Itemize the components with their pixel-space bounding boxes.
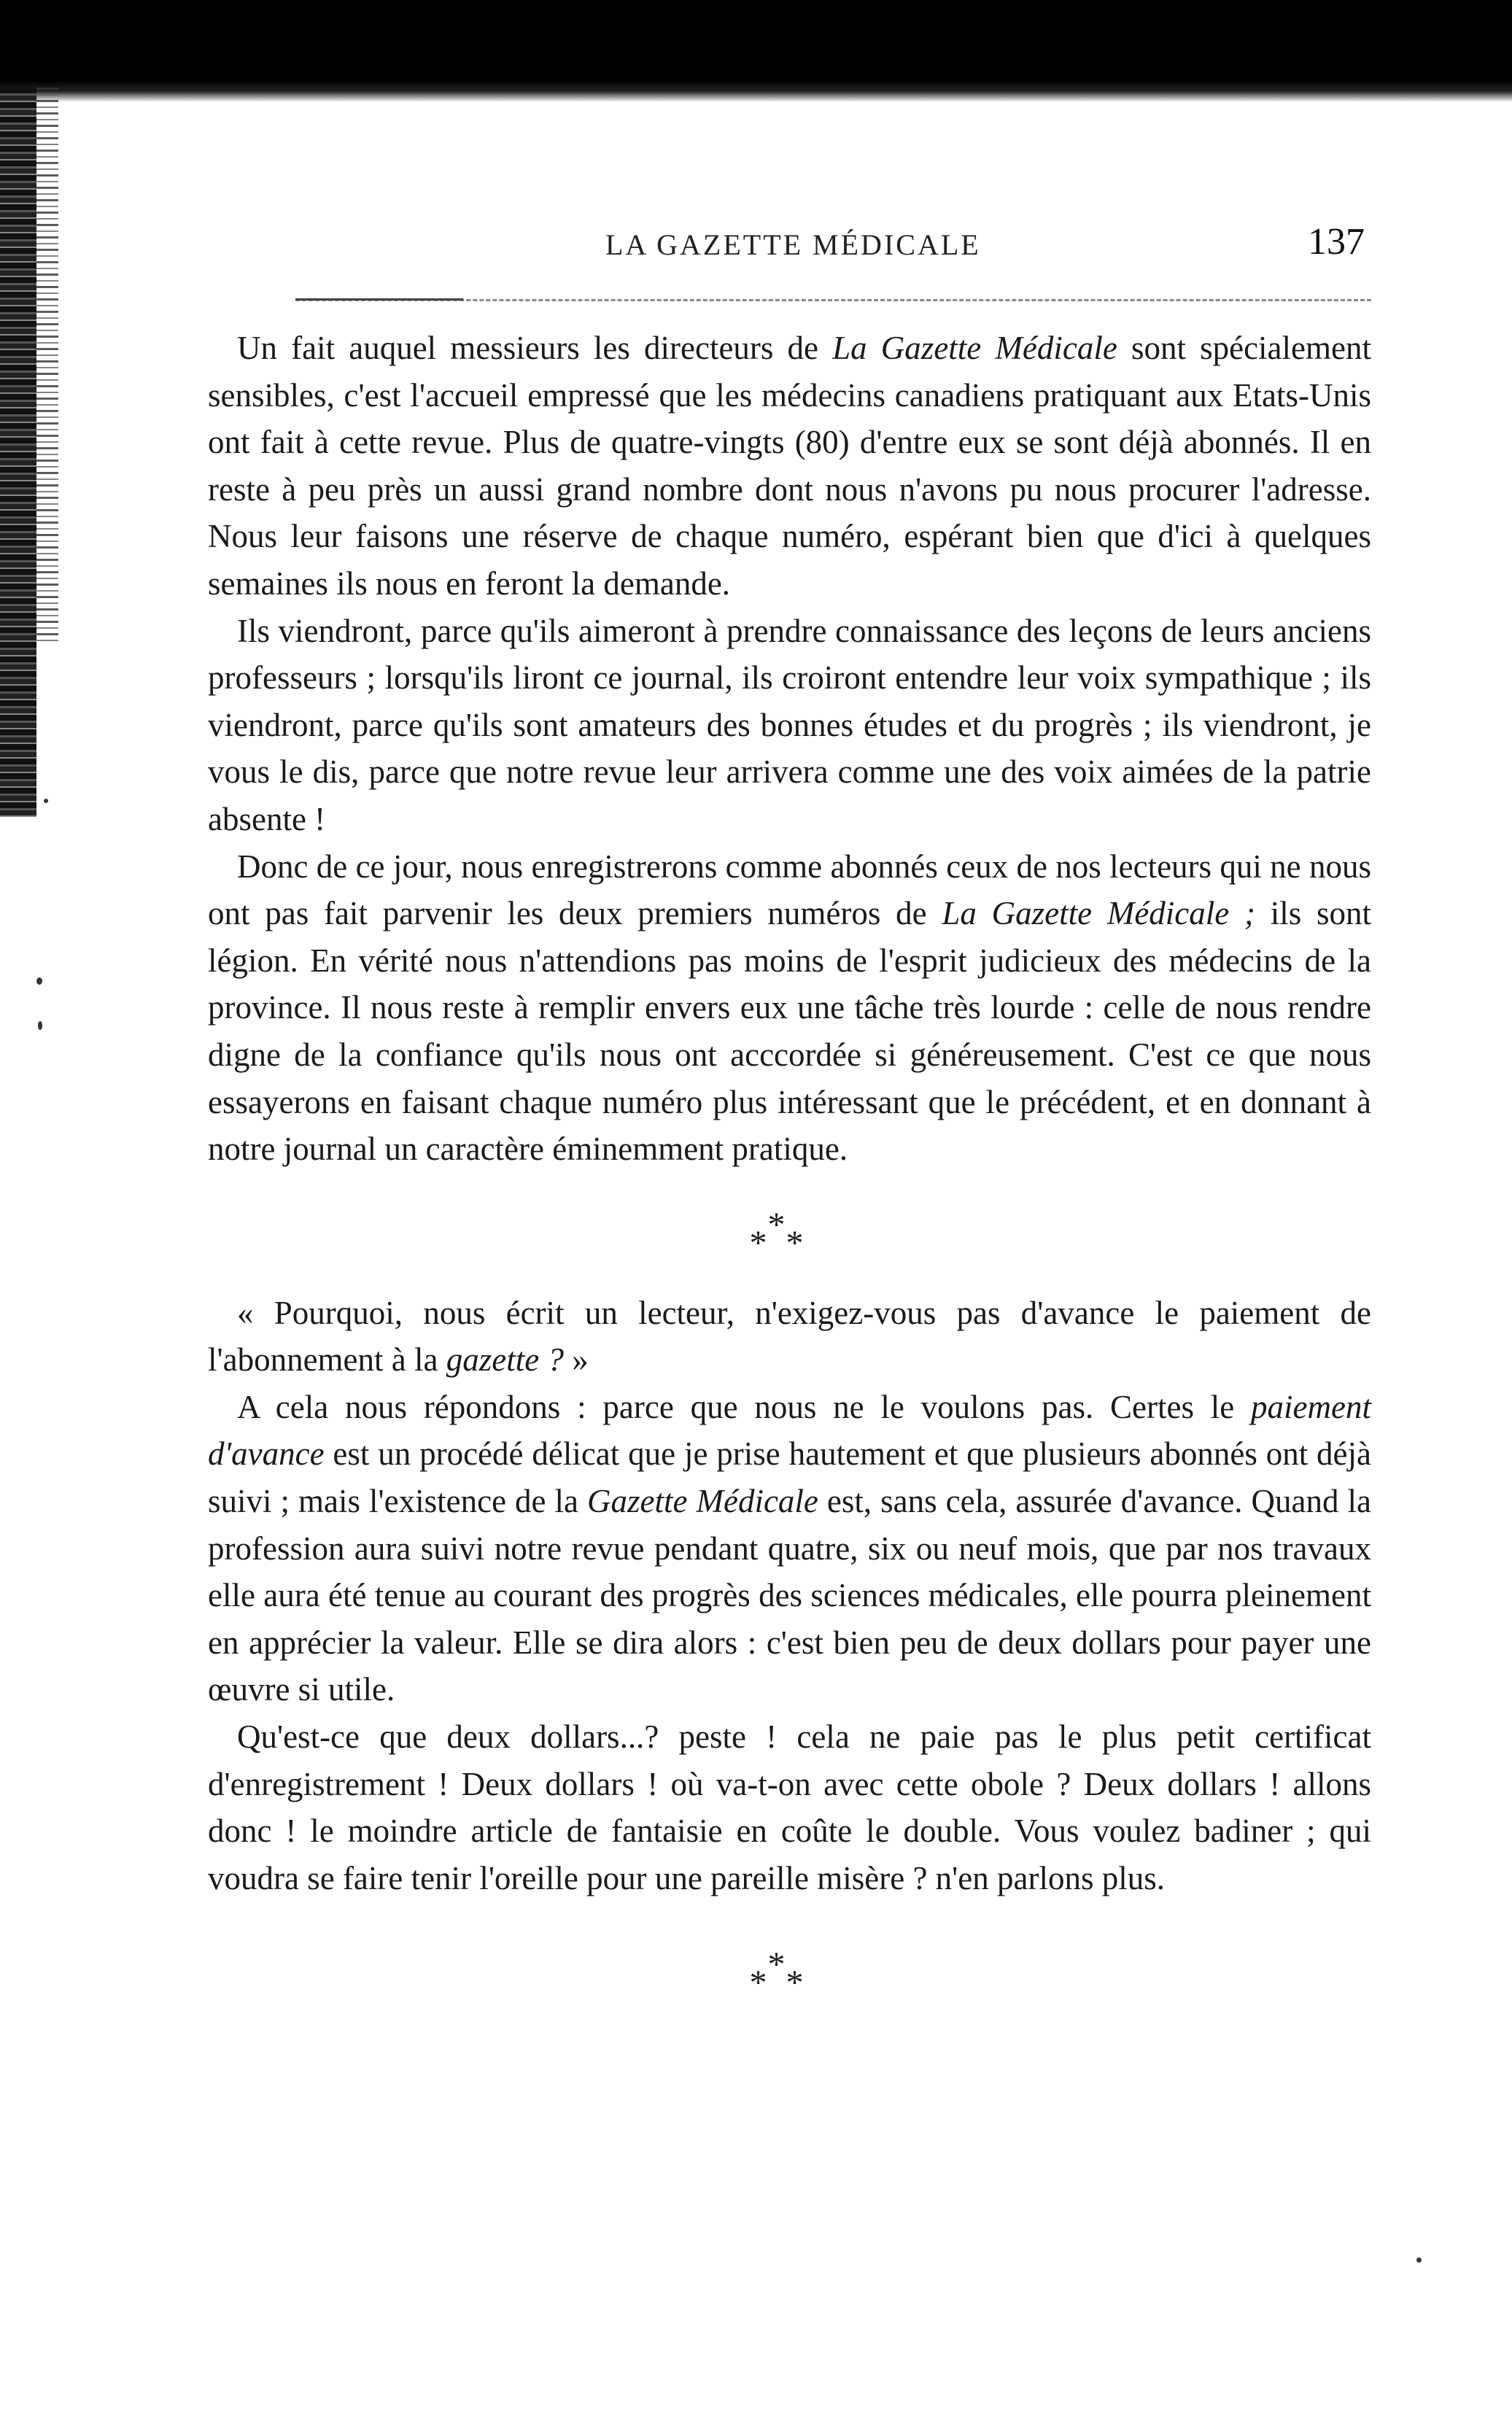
paragraph-they-will-come: Ils viendront, parce qu'ils aimeront à prendre connaissance des leçons de leurs anciens professeurs ; lorsqu'ils liront ce journal, ils croiront entendre leur voix sympathique ; ils viendront, parce qu'ils sont amateurs des bonnes études et du progrès ; ils viendront, je vous le dis, parce que notre revue leur arrivera comme une des voix aimées de la patrie absente ! [208, 612, 1371, 837]
asterism-star: * [767, 1945, 786, 1985]
text-run: Donc de ce jour, nous enregistrerons comme abonnés ceux de nos lecteurs qui ne nous ont pas fait parvenir les deux premiers numéros de [208, 848, 1371, 932]
running-head [0, 220, 1512, 264]
paragraph-registration [208, 843, 1371, 1173]
gazette-italic: gazette ? [446, 1341, 564, 1379]
header-rule-segment [295, 298, 463, 301]
paragraph-subscribers-usa [208, 325, 1371, 608]
asterism-star: * [767, 1205, 786, 1244]
section-asterism [208, 1173, 1371, 1290]
text-run: « Pourquoi, nous écrit un lecteur, n'exigez-vous pas d'avance le paiement de l'abonnement à la [208, 1294, 1371, 1379]
text-run: est un procédé délicat que je prise hautement et que plusieurs abonnés ont déjà suivi ; mais l'existence de la [208, 1435, 1371, 1520]
journal-title-italic: La Gazette Médicale ; [942, 895, 1255, 932]
text-run: » [563, 1341, 589, 1379]
running-title: LA GAZETTE MÉDICALE [605, 228, 981, 261]
section-asterism-end [208, 1902, 1371, 2003]
journal-title-italic: Gazette Médicale [587, 1483, 818, 1520]
asterism-star: * [786, 1223, 804, 1263]
asterism-star: * [749, 1964, 767, 2003]
asterism-star: * [749, 1223, 767, 1263]
asterism-star: * [786, 1964, 804, 2003]
paragraph-answer [208, 1384, 1371, 1713]
text-run: est, sans cela, assurée d'avance. Quand la profession aura suivi notre revue pendant quatre, six ou neuf mois, que par nos travaux elle aura été tenue au courant des progrès des sciences médicales, elle pourra pleinement en apprécier la valeur. Elle se dira alors : c'est bien peu de deux dollars pour payer une œuvre si utile. [208, 1483, 1372, 1708]
advance-payment-italic: paiement d'avance [208, 1388, 1371, 1473]
text-run: sont spécialement sensibles, c'est l'accueil empressé que les médecins canadiens pratiquant aux Etats-Unis ont fait à cette revue. Plus de quatre-vingts (80) d'entre eux se sont déjà abonnés. Il en reste à peu près un aussi grand nombre dont nous n'avons pu nous procurer l'adresse. Nous leur faisons une réserve de chaque numéro, espérant bien que d'ici à quelques semaines ils nous en feront la demande. [208, 330, 1371, 602]
page-number: 137 [1308, 221, 1365, 263]
paragraph-two-dollars: Qu'est-ce que deux dollars...? peste ! cela ne paie pas le plus petit certificat d'enregistrement ! Deux dollars ! où va-t-on avec cette obole ? Deux dollars ! allons donc ! le moindre article de fantaisie en coûte le double. Vous voulez badiner ; qui voudra se faire tenir l'oreille pour une pareille misère ? n'en parlons plus. [208, 1718, 1371, 1896]
paragraph-reader-question [208, 1290, 1371, 1384]
text-run: Un fait auquel messieurs les directeurs de [237, 330, 833, 366]
article-body [208, 325, 1372, 2003]
text-run: ils sont légion. En vérité nous n'attendions pas moins de l'esprit judicieux des médecins de la province. Il nous reste à remplir envers eux une tâche très lourde : celle de nous rendre digne de la confiance qu'ils nous ont acccordée si généreusement. C'est ce que nous essayerons en faisant chaque numéro plus intéressant que le précédent, et en donnant à notre journal un caractère éminemment pratique. [208, 895, 1371, 1168]
text-run: A cela nous répondons : parce que nous ne le voulons pas. Certes le [237, 1388, 1252, 1425]
journal-title-italic: La Gazette Médicale [832, 330, 1117, 366]
